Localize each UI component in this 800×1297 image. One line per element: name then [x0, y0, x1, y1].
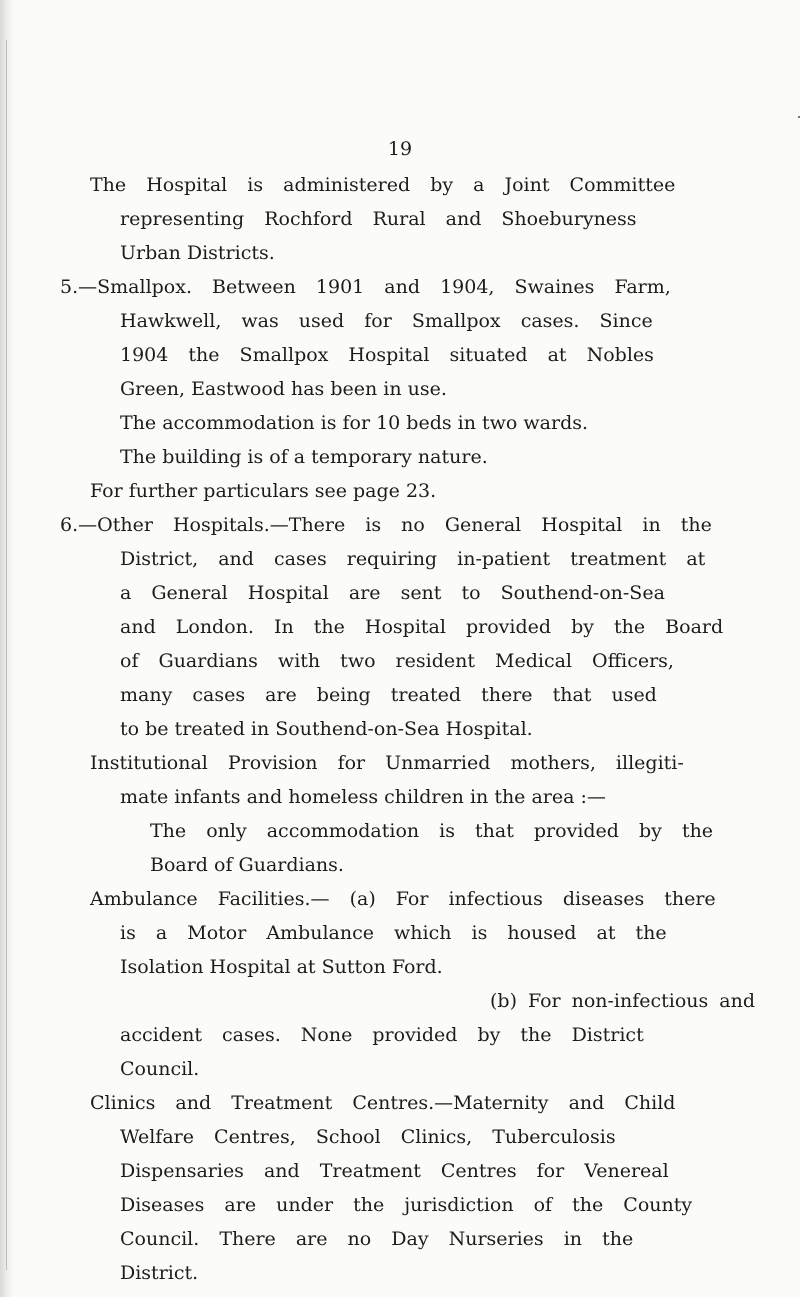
text-line: 6.—Other Hospitals.—There is no General Hospital in the [60, 514, 712, 536]
text-line: Dispensaries and Treatment Centres for Venereal [120, 1160, 669, 1182]
page-number: 19 [387, 138, 413, 160]
text-line: many cases are being treated there that used [120, 684, 657, 706]
text-line: District. [120, 1262, 199, 1284]
text-line: Welfare Centres, School Clinics, Tuberculosis [120, 1126, 616, 1148]
text-line: 1904 the Smallpox Hospital situated at Nobles [120, 344, 654, 366]
text-line: of Guardians with two resident Medical Officers, [120, 650, 674, 672]
text-line: accident cases. None provided by the District [120, 1024, 644, 1046]
text-line: The Hospital is administered by a Joint Committee [90, 174, 676, 196]
text-line: Council. [120, 1058, 200, 1080]
text-line: The only accommodation is that provided by the [150, 820, 714, 842]
text-line: mate infants and homeless children in the area :— [120, 786, 606, 808]
text-line: Urban Districts. [120, 242, 275, 264]
text-line: Clinics and Treatment Centres.—Maternity and Child [90, 1092, 676, 1114]
text-line: The accommodation is for 10 beds in two wards. [120, 412, 589, 434]
text-line: Hawkwell, was used for Smallpox cases. Since [120, 310, 653, 332]
text-line: and London. In the Hospital provided by the Board [120, 616, 724, 638]
text-line: The building is of a temporary nature. [120, 446, 488, 468]
text-line: Board of Guardians. [150, 854, 344, 876]
text-line: Isolation Hospital at Sutton Ford. [120, 956, 443, 978]
text-line: Green, Eastwood has been in use. [120, 378, 447, 400]
text-line: representing Rochford Rural and Shoeburyness [120, 208, 637, 230]
text-line: District, and cases requiring in-patient treatment at [120, 548, 706, 570]
text-line: Ambulance Facilities.— (a) For infectious diseases there [90, 888, 716, 910]
text-line: is a Motor Ambulance which is housed at the [120, 922, 667, 944]
text-line: (b) For non-infectious and [490, 990, 755, 1012]
text-line: 5.—Smallpox. Between 1901 and 1904, Swaines Farm, [60, 276, 671, 298]
page-edge-line [6, 40, 7, 1270]
page-edge-shadow [0, 0, 14, 1297]
text-line: Diseases are under the jurisdiction of the County [120, 1194, 693, 1216]
text-line: Council. There are no Day Nurseries in the [120, 1228, 634, 1250]
text-line: For further particulars see page 23. [90, 480, 437, 502]
text-line: to be treated in Southend-on-Sea Hospital. [120, 718, 533, 740]
text-line: a General Hospital are sent to Southend-on-Sea [120, 582, 665, 604]
text-line: Institutional Provision for Unmarried mothers, illegiti- [90, 752, 684, 774]
